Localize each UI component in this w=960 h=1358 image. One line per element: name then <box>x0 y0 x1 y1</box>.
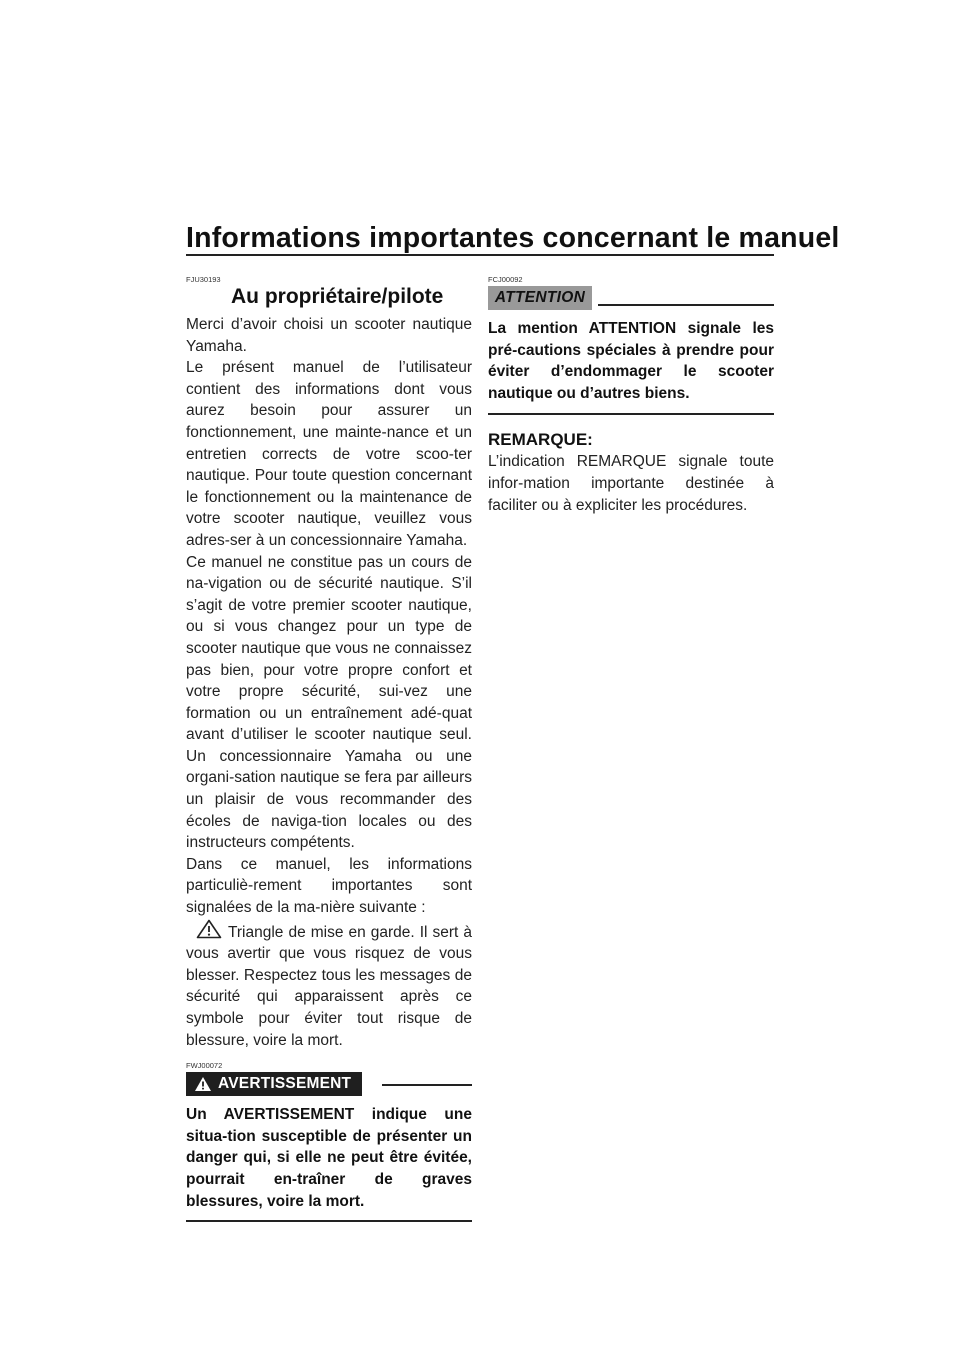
triangle-explanation <box>186 919 472 1052</box>
attention-label: ATTENTION <box>494 289 586 306</box>
warning-triangle-icon <box>194 1076 212 1092</box>
warning-label: AVERTISSEMENT <box>218 1075 352 1093</box>
attention-text: La mention ATTENTION signale les pré-cautions spéciales à prendre pour éviter d’endommager le scooter nautique ou d’autres biens. <box>488 320 774 402</box>
note-title: REMARQUE: <box>488 430 593 450</box>
attention-badge <box>488 286 592 310</box>
title-divider <box>186 254 774 256</box>
page-title: Informations importantes concernant le manuel <box>186 222 840 254</box>
paragraph: Merci d’avoir choisi un scooter nautique Yamaha. <box>186 316 472 355</box>
section-code: FJU30193 <box>186 275 221 284</box>
warning-triangle-icon <box>196 919 222 939</box>
paragraph: Dans ce manuel, les informations particuliè-rement importantes sont signalées de la ma-nière suivante : <box>186 855 472 917</box>
warning-code: FWJ00072 <box>186 1061 223 1071</box>
warning-end-rule <box>186 1220 472 1222</box>
note-text: L’indication REMARQUE signale toute infor-mation importante destinée à faciliter ou à expliciter les procédures. <box>488 453 774 514</box>
warning-badge <box>186 1072 362 1096</box>
paragraph: Ce manuel ne constitue pas un cours de na-vigation ou de sécurité nautique. S’il s’agit de votre premier scooter nautique, ou si vous changez pour un type de scooter nautique que vous ne connaissez pas bien, pour votre propre confort et votre propre sécurité, sui-vez une formation ou un entraînement adé-quat avant d’utiliser le scooter nautique seul. Un concessionnaire Yamaha ou une organi-sation nautique se fera par ailleurs un plaisir de vous recommander des écoles de naviga-tion locales ou des instructeurs compétents. <box>186 553 472 852</box>
right-column <box>488 275 774 516</box>
attention-label-row <box>488 286 774 312</box>
warning-header-rule <box>382 1084 472 1086</box>
attention-header-rule <box>598 304 774 306</box>
paragraph: Le présent manuel de l’utilisateur contient des informations dont vous aurez besoin pour assurer un fonctionnement, une mainte-nance et un entretien corrects de votre scoo-ter nautique. Pour toute question concernant le fonctionnement ou la maintenance de votre scooter nautique, veuillez vous adres-ser à un concessionnaire Yamaha. <box>186 359 472 549</box>
attention-end-rule <box>488 413 774 415</box>
attention-code: FCJ00092 <box>488 275 523 284</box>
warning-text: Un AVERTISSEMENT indique une situa-tion susceptible de présenter un danger qui, si elle ne peut être évitée, pourrait en-traîner de graves blessures, voire la mort. <box>186 1106 472 1210</box>
warning-label-row <box>186 1072 472 1098</box>
section-title: Au propriétaire/pilote <box>231 285 444 308</box>
left-column <box>186 275 472 1222</box>
triangle-text: Triangle de mise en garde. Il sert à vous avertir que vous risquez de vous blesser. Respectez tous les messages de sécurité qui apparaissent après ce symbole pour éviter tout risque de blessure, voire la mort. <box>186 923 472 1049</box>
